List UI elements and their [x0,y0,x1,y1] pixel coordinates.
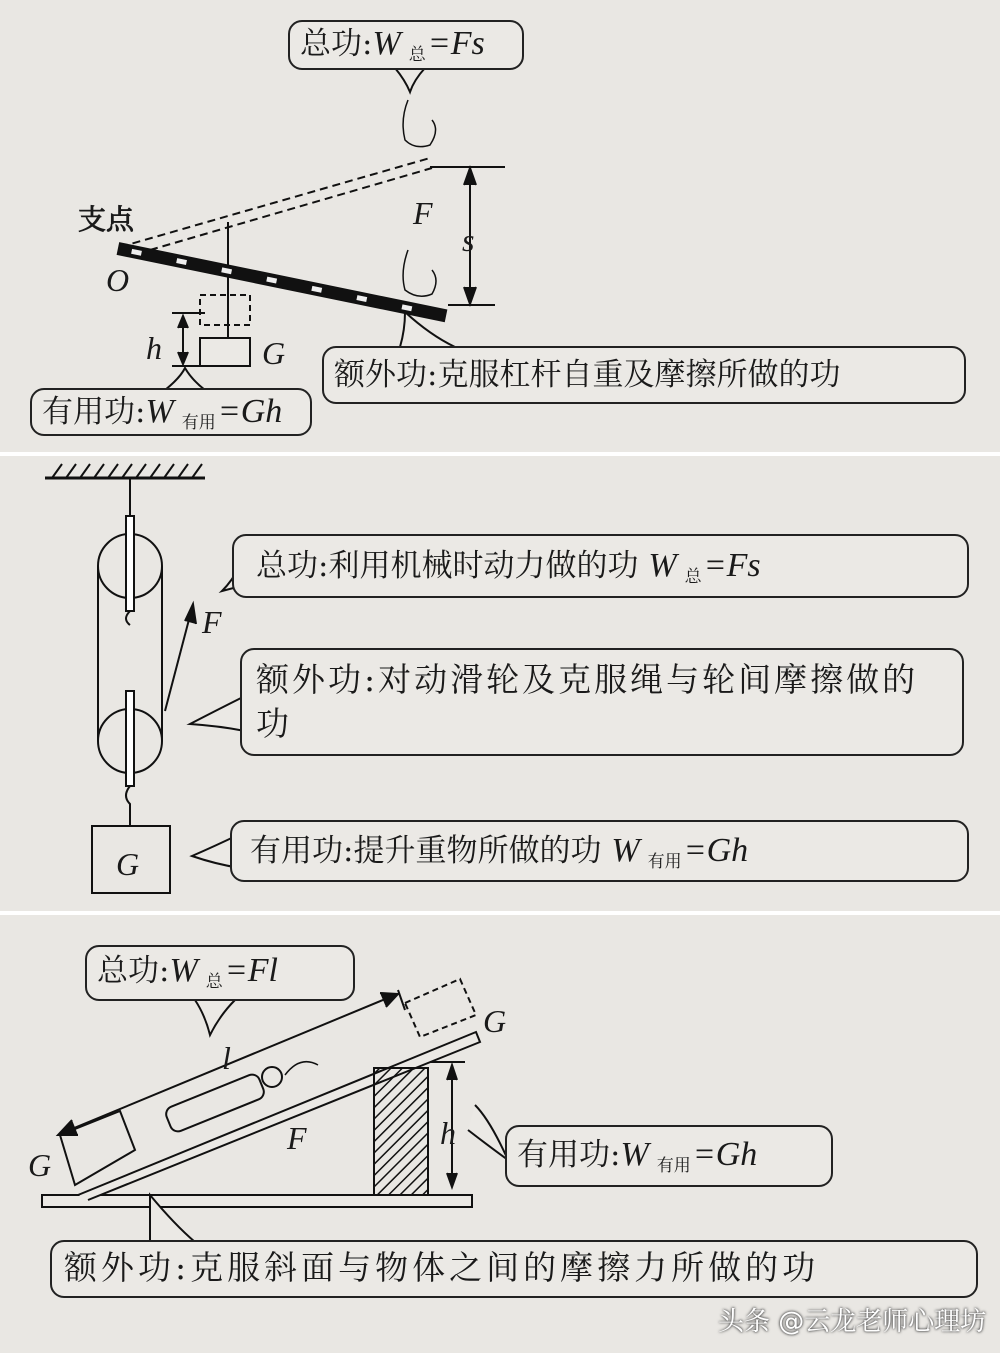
h-label: h [146,330,162,366]
f-label: F [202,604,222,640]
hand-icon [403,250,436,296]
extra-callout-tail [190,696,245,731]
f-label: F [413,195,433,231]
g-label: G [262,335,286,371]
raised-weight-dashed [200,295,250,325]
lever-panel [0,0,1000,452]
useful-work-callout: 有用功:W $_{有用}$=Gh [30,388,312,436]
useful-callout-tail [468,1105,508,1160]
useful-callout-tail [165,368,205,390]
useful-work-callout: 有用功:W $_{有用}$=Gh [505,1125,833,1187]
l-label: l [222,1040,231,1076]
ground-plate [42,1195,472,1207]
hand-icon [285,1062,318,1075]
incline-panel [0,915,1000,1353]
total-work-callout: 总功:利用机械时动力做的功 W $_总$=Fs [232,534,969,598]
hand-icon [403,100,435,147]
f-arrow [165,608,192,711]
extra-work-callout: 额外功:克服杠杆自重及摩擦所做的功 [322,346,966,404]
total-work-callout: 总功:W $_总$=Fl [85,945,355,1001]
s-label: s [462,222,475,258]
extra-work-callout: 额外功:对动滑轮及克服绳与轮间摩擦做的功 [240,648,964,756]
o-label: O [106,262,130,298]
f-label: F [287,1120,307,1156]
h-label: h [440,1115,456,1151]
pulley-panel [0,456,1000,911]
support-block [374,1068,428,1195]
lever-raised-dashed [120,158,430,247]
watermark: 头条 @云龙老师心理坊 [718,1307,987,1337]
lever-bar [117,242,448,322]
g-label: G [116,846,140,882]
g-top-label: G [483,1003,507,1039]
total-callout-tail [195,1000,235,1035]
extra-work-callout: 额外功:克服斜面与物体之间的摩擦力所做的功 [50,1240,978,1298]
g-bottom-label: G [28,1147,52,1183]
useful-work-callout: 有用功:提升重物所做的功 W $_{有用}$=Gh [230,820,969,882]
fulcrum-label: 支点 [78,203,135,236]
block-top-dashed [405,979,476,1037]
total-work-callout: 总功:W $_总$=Fs [288,20,524,70]
weight-box [200,338,250,366]
scale-ring [262,1067,282,1087]
